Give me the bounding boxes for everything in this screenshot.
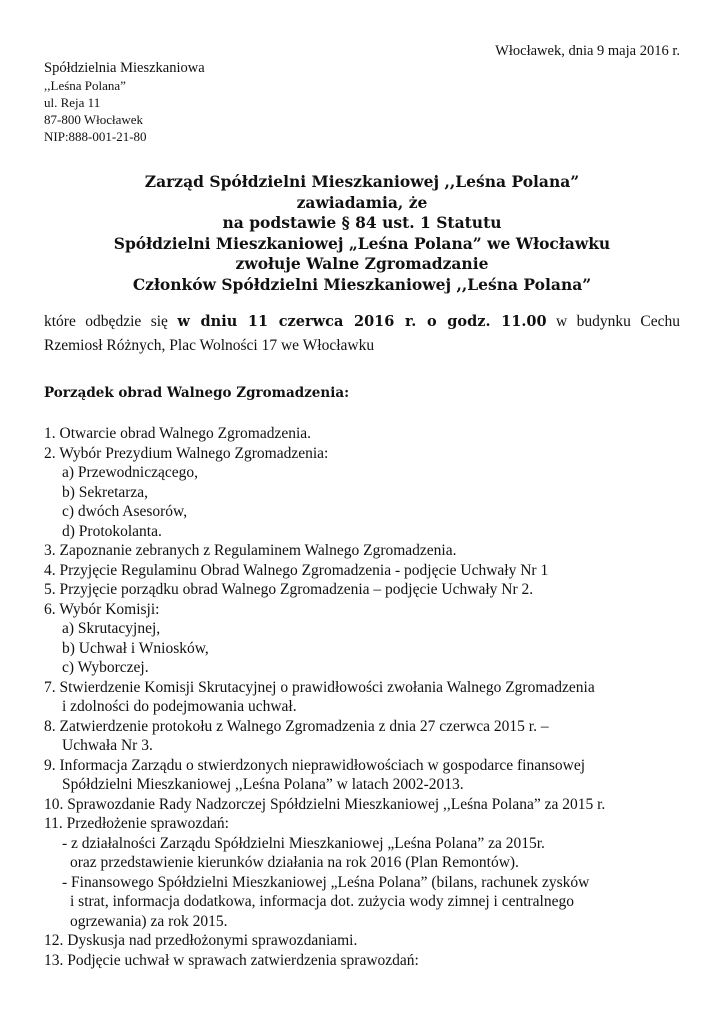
sender-name: Spółdzielnia Mieszkaniowa bbox=[44, 60, 205, 76]
sender-street: ul. Reja 11 bbox=[44, 95, 101, 110]
heading-line: zwołuje Walne Zgromadzanie bbox=[235, 254, 489, 274]
heading-line: Członków Spółdzielni Mieszkaniowej ,,Leśna Polana” bbox=[132, 274, 592, 294]
agenda-item: 8. Zatwierdzenie protokołu z Walnego Zgromadzenia z dnia 27 czerwca 2015 r. – bbox=[44, 717, 549, 735]
sender-name-2: ,,Leśna Polana” bbox=[44, 78, 126, 93]
agenda-item-continuation: Uchwała Nr 3. bbox=[62, 737, 153, 754]
meeting-details bbox=[44, 310, 680, 358]
sender-city: 87-800 Włocławek bbox=[44, 112, 144, 127]
meeting-place-line-2: Rzemiosł Różnych, Plac Wolności 17 we Włocławku bbox=[44, 337, 375, 354]
agenda-item: 5. Przyjęcie porządku obrad Walnego Zgromadzenia – podjęcie Uchwały Nr 2. bbox=[44, 581, 534, 598]
agenda-subitem: - z działalności Zarządu Spółdzielni Mieszkaniowej „Leśna Polana” za 2015r. bbox=[62, 834, 545, 852]
heading-line: na podstawie § 84 ust. 1 Statutu bbox=[222, 213, 502, 233]
heading-line: Zarząd Spółdzielni Mieszkaniowej ,,Leśna Polana” bbox=[144, 172, 580, 191]
agenda-item-continuation: i strat, informacja dodatkowa, informacja dot. zużycia wody zimnej i centralnego bbox=[70, 893, 574, 910]
agenda-item: 7. Stwierdzenie Komisji Skrutacyjnej o prawidłowości zwołania Walnego Zgromadzenia bbox=[44, 678, 595, 696]
agenda-subitem: c) dwóch Asesorów, bbox=[62, 503, 188, 520]
agenda-item: 13. Podjęcie uchwał w sprawach zatwierdzenia sprawozdań: bbox=[44, 951, 419, 969]
meeting-place-text: w budynku Cechu bbox=[546, 313, 680, 330]
agenda-item: 4. Przyjęcie Regulaminu Obrad Walnego Zgromadzenia - podjęcie Uchwały Nr 1 bbox=[44, 561, 549, 579]
agenda-item: 1. Otwarcie obrad Walnego Zgromadzenia. bbox=[44, 425, 312, 442]
agenda-subitem: a) Przewodniczącego, bbox=[62, 464, 198, 481]
agenda-item: 6. Wybór Komisji: bbox=[44, 600, 160, 618]
sender-address bbox=[44, 60, 205, 145]
agenda-item: 12. Dyskusja nad przedłożonymi sprawozdaniami. bbox=[44, 932, 358, 949]
agenda-item-continuation: i zdolności do podejmowania uchwał. bbox=[62, 698, 297, 715]
agenda-item: 10. Sprawozdanie Rady Nadzorczej Spółdzielni Mieszkaniowej ,,Leśna Polana” za 2015 r. bbox=[44, 795, 606, 813]
agenda-subitem: a) Skrutacyjnej, bbox=[62, 620, 161, 637]
agenda-item-continuation: oraz przedstawienie kierunków działania na rok 2016 (Plan Remontów). bbox=[70, 854, 519, 871]
document-date: Włocławek, dnia 9 maja 2016 r. bbox=[495, 43, 680, 59]
agenda-subitem: d) Protokolanta. bbox=[62, 522, 162, 540]
agenda-item-continuation: ogrzewania) za rok 2015. bbox=[70, 912, 228, 930]
agenda-item: 11. Przedłożenie sprawozdań: bbox=[44, 815, 229, 832]
notice-heading bbox=[0, 172, 724, 296]
agenda-subitem: - Finansowego Spółdzielni Mieszkaniowej „Leśna Polana” (bilans, rachunek zysków bbox=[62, 873, 590, 891]
meeting-intro-text: które odbędzie się bbox=[44, 313, 178, 330]
agenda-subitem: b) Uchwał i Wniosków, bbox=[62, 639, 209, 657]
agenda-title: Porządek obrad Walnego Zgromadzenia: bbox=[44, 385, 350, 401]
agenda-subitem: c) Wyborczej. bbox=[62, 659, 149, 676]
meeting-date-time: w dniu 11 czerwca 2016 r. o godz. 11.00 bbox=[177, 313, 547, 330]
agenda-item: 3. Zapoznanie zebranych z Regulaminem Walnego Zgromadzenia. bbox=[44, 542, 457, 559]
sender-nip: NIP:888-001-21-80 bbox=[44, 129, 147, 144]
heading-line: zawiadamia, że bbox=[296, 192, 428, 212]
agenda-item-continuation: Spółdzielni Mieszkaniowej ,,Leśna Polana” w latach 2002-2013. bbox=[62, 776, 464, 793]
agenda-list bbox=[44, 424, 694, 970]
heading-line: Spółdzielni Mieszkaniowej „Leśna Polana” we Włocławku bbox=[113, 233, 611, 253]
agenda-item: 9. Informacja Zarządu o stwierdzonych nieprawidłowościach w gospodarce finansowej bbox=[44, 756, 586, 774]
agenda-item: 2. Wybór Prezydium Walnego Zgromadzenia: bbox=[44, 444, 329, 462]
meeting-details-line-1 bbox=[44, 310, 680, 334]
agenda-subitem: b) Sekretarza, bbox=[62, 483, 149, 501]
